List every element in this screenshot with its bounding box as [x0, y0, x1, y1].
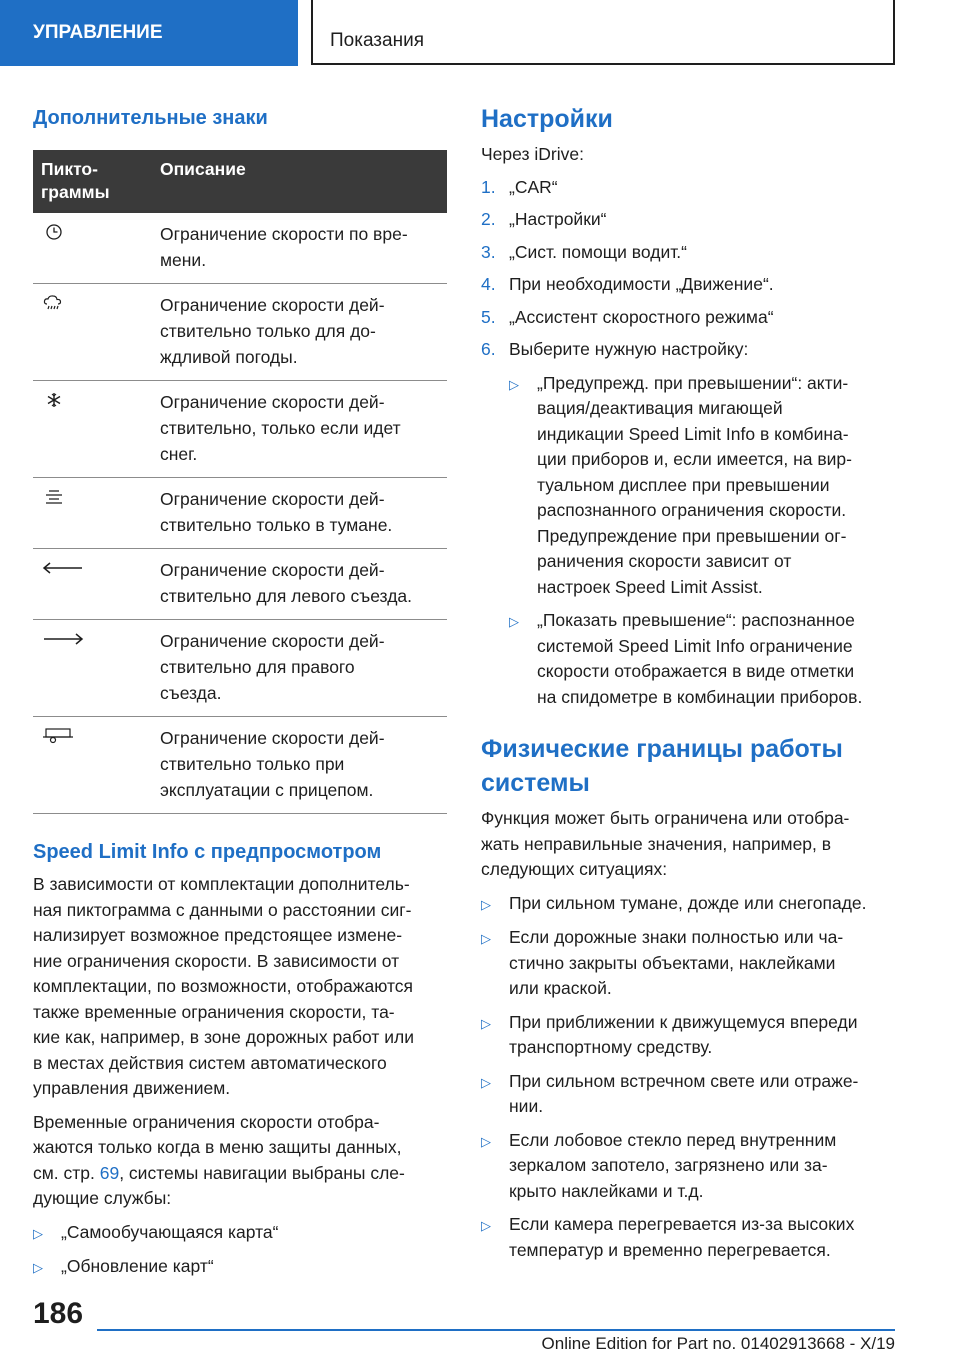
triangle-bullet-icon: ▷: [481, 1218, 491, 1233]
triangle-bullet-icon: ▷: [509, 614, 519, 629]
list-item: 1. „CAR“: [481, 176, 558, 197]
section-tab: УПРАВЛЕНИЕ: [0, 0, 298, 66]
left-column: [33, 102, 447, 1281]
table-row: [33, 284, 447, 381]
row-description: Ограничение скорости дей- ствительно только в тумане.: [160, 489, 393, 535]
footer-divider: [97, 1329, 895, 1331]
list-item: ▷ „Предупрежд. при превышении“: акти- вация/деактивация мигающей индикации Speed Limit Info в комбина- ции приборов и, если имеется, на вир- туальном дисплее при превышении распознанного ограничения скорости. Предупреждение при превышении ог- раничения скорости зависит от настроек Speed Limit Assist.: [509, 371, 895, 601]
preview-paragraph-2: Временные ограничения скорости отобра- жаются только когда в меню защиты данных, см. стр. 69, системы навигации выбраны сле- дующие службы:: [33, 1111, 405, 1208]
page-number: 186: [33, 1297, 84, 1330]
list-item: ▷ Если камера перегревается из-за высоких температур и временно перегревается.: [481, 1212, 895, 1263]
row-description: Ограничение скорости дей- ствительно, только если идет снег.: [160, 392, 401, 464]
row-description: Ограничение скорости дей- ствительно только для до- ждливой погоды.: [160, 295, 385, 367]
list-item: ▷ Если лобовое стекло перед внутренним зеркалом запотело, загрязнено или за- крыто наклейками и т.д.: [481, 1128, 895, 1205]
arrow-right-icon: [41, 630, 85, 648]
triangle-bullet-icon: ▷: [33, 1260, 43, 1275]
fog-icon: [41, 488, 67, 506]
list-item: ▷ „Показать превышение“: распознанное системой Speed Limit Info ограничение скорости отображается в виде отметки на спидометре в комбинации приборов.: [509, 608, 895, 710]
table-row: [33, 549, 447, 620]
edition-note: Online Edition for Part no. 01402913668 - X/19: [541, 1334, 895, 1353]
list-item: ▷ „Самообучающаяся карта“: [33, 1220, 447, 1247]
rain-cloud-icon: [41, 294, 67, 312]
list-item: ▷ При сильном тумане, дожде или снегопаде.: [481, 891, 895, 918]
list-item: 6. Выберите нужную настройку:: [481, 339, 749, 359]
subsection-title: Показания: [311, 0, 895, 65]
table-row: [33, 620, 447, 717]
triangle-bullet-icon: ▷: [481, 896, 491, 912]
list-item: ▷ „Обновление карт“: [33, 1254, 447, 1281]
services-list: [33, 1220, 447, 1281]
triangle-bullet-icon: ▷: [33, 1225, 43, 1241]
right-column: [481, 102, 895, 1263]
settings-steps: [481, 175, 895, 363]
row-description: Ограничение скорости дей- ствительно для левого съезда.: [160, 560, 413, 606]
limits-intro: Функция может быть ограничена или отобра- жать неправильные значения, например, в следующих ситуациях:: [481, 808, 850, 879]
table-header-pictograms: Пикто- граммы: [41, 159, 110, 202]
snowflake-icon: [41, 391, 67, 409]
row-description: Ограничение скорости дей- ствительно только при эксплуатации с прицепом.: [160, 728, 385, 800]
table-row: [33, 381, 447, 478]
table-header-description: Описание: [160, 159, 246, 179]
preview-title: Speed Limit Info с предпросмотром: [33, 841, 382, 863]
triangle-bullet-icon: ▷: [481, 1133, 491, 1149]
clock-icon: [41, 223, 67, 241]
preview-paragraph-1: В зависимости от комплектации дополнитель- ная пиктограмма с данными о расстоянии сиг- нализирует возможное предстоящее измене- ние ограничения скорости. В зависимости от комплектации, по возможности, отображаются также временные ограничения скорости, та- кие как, например, в зоне дорожных работ или в местах действия систем автоматического управления движением.: [33, 874, 415, 1098]
arrow-left-icon: [41, 559, 85, 577]
settings-title: Настройки: [481, 105, 613, 133]
list-item: 2. „Настройки“: [481, 209, 607, 229]
triangle-bullet-icon: ▷: [481, 1074, 491, 1090]
page-link-69[interactable]: 69: [99, 1162, 120, 1183]
signs-table: [33, 150, 447, 814]
row-description: Ограничение скорости дей- ствительно для правого съезда.: [160, 631, 385, 703]
signs-title: Дополнительные знаки: [33, 107, 268, 129]
list-item: 4. При необходимости „Движение“.: [481, 274, 774, 294]
limits-list: [481, 891, 895, 1264]
settings-intro: Через iDrive:: [481, 144, 584, 164]
triangle-bullet-icon: ▷: [481, 1015, 491, 1031]
limits-title: Физические границы работы системы: [481, 735, 843, 797]
settings-options: [509, 371, 895, 711]
table-row: [33, 478, 447, 549]
list-item: ▷ При приближении к движущемуся впереди транспортному средству.: [481, 1010, 895, 1061]
table-row: [33, 213, 447, 284]
row-description: Ограничение скорости по вре- мени.: [160, 224, 408, 270]
list-item: ▷ При сильном встречном свете или отраже- нии.: [481, 1069, 895, 1120]
list-item: ▷ Если дорожные знаки полностью или ча- стично закрыты объектами, наклейками или краской.: [481, 925, 895, 1002]
list-item: 5. „Ассистент скоростного режима“: [481, 306, 774, 327]
table-header: [33, 150, 447, 213]
table-row: [33, 717, 447, 814]
trailer-icon: [41, 727, 75, 745]
triangle-bullet-icon: ▷: [509, 376, 519, 392]
list-item: 3. „Сист. помощи водит.“: [481, 241, 687, 262]
triangle-bullet-icon: ▷: [481, 931, 491, 946]
